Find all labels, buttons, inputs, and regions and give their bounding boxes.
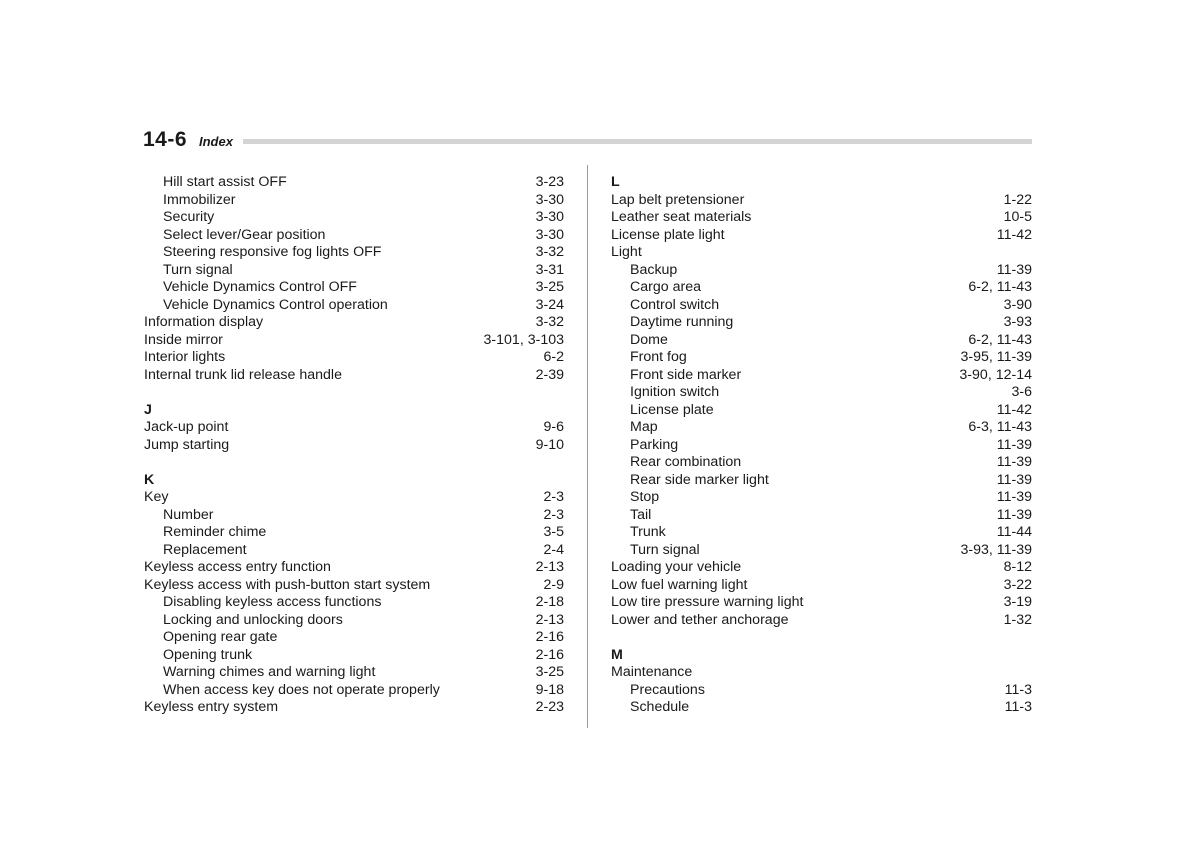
entry-term: Rear combination [630,454,742,470]
index-letter-heading: J [144,401,152,418]
page-header [143,128,1032,154]
index-subentry [144,524,564,542]
index-entry [611,664,1032,682]
index-subentry [611,489,1032,507]
entry-term: Opening rear gate [163,629,278,645]
entry-page-ref: 6-3, 11-43 [968,419,1032,435]
entry-term: Leather seat materials [611,209,752,225]
index-subentry [611,367,1032,385]
index-entry [611,244,1032,262]
entry-page-ref: 3-32 [535,244,564,260]
entry-page-ref: 3-90, 12-14 [959,366,1032,383]
entry-page-ref: 3-5 [543,524,564,540]
entry-page-ref: 3-25 [535,279,564,295]
index-entry [144,489,564,507]
entry-term: Security [163,209,215,225]
entry-page-ref: 2-3 [543,489,564,505]
entry-term: Lower and tether anchorage [611,611,789,628]
index-column-left [144,174,564,734]
entry-term: Keyless entry system [144,699,279,715]
entry-term: Dome [630,331,668,348]
entry-term: Daytime running [630,314,734,330]
entry-term: Opening trunk [163,646,253,663]
entry-term: Jack-up point [144,419,229,435]
entry-term: License plate [630,401,714,418]
entry-page-ref: 9-18 [535,681,564,698]
entry-term: Immobilizer [163,191,236,208]
entry-page-ref: 11-39 [996,454,1032,470]
index-subentry [144,279,564,297]
entry-page-ref: 3-30 [535,209,564,225]
entry-page-ref: 8-12 [1003,559,1032,575]
entry-term: Replacement [163,541,247,558]
entry-term: Loading your vehicle [611,559,742,575]
entry-page-ref: 11-39 [996,261,1032,278]
entry-term: Key [144,489,169,505]
entry-page-ref: 3-101, 3-103 [483,331,564,348]
index-subentry [144,262,564,280]
entry-term: Information display [144,314,264,330]
entry-page-ref: 2-16 [535,629,564,645]
index-group [144,472,564,717]
entry-term: Front side marker [630,366,742,383]
entry-page-ref: 11-3 [1004,699,1032,715]
entry-page-ref: 3-30 [535,226,564,243]
entry-term: Reminder chime [163,524,267,540]
entry-term: Maintenance [611,664,693,680]
entry-term: Backup [630,261,678,278]
index-subentry [611,682,1032,700]
entry-page-ref: 2-13 [535,611,564,628]
index-subentry [611,524,1032,542]
index-group [144,174,564,384]
index-entry [611,227,1032,245]
index-subentry [144,594,564,612]
index-entry [144,367,564,385]
index-entry [611,559,1032,577]
entry-term: Low tire pressure warning light [611,594,804,610]
index-subentry [144,647,564,665]
entry-page-ref: 6-2 [543,349,564,365]
entry-term: Cargo area [630,279,701,295]
entry-page-ref: 11-42 [996,401,1032,418]
entry-term: Select lever/Gear position [163,226,326,243]
entry-page-ref: 2-9 [543,576,564,593]
index-subentry [611,402,1032,420]
entry-term: Front fog [630,349,687,365]
entry-term: Parking [630,436,679,453]
entry-page-ref: 3-93, 11-39 [960,541,1032,558]
entry-page-ref: 3-6 [1011,384,1032,400]
entry-term: Vehicle Dynamics Control OFF [163,279,357,295]
index-subentry [611,454,1032,472]
entry-term: Lap belt pretensioner [611,191,745,208]
index-entry [144,314,564,332]
entry-page-ref: 1-22 [1003,191,1032,208]
entry-term: Control switch [630,296,720,313]
entry-page-ref: 3-22 [1003,576,1032,593]
entry-term: Vehicle Dynamics Control operation [163,296,388,313]
entry-page-ref: 3-19 [1003,594,1032,610]
index-letter-heading: M [611,646,623,663]
entry-page-ref: 10-5 [1003,209,1032,225]
index-entry [144,419,564,437]
entry-page-ref: 3-95, 11-39 [960,349,1032,365]
index-subentry [144,612,564,630]
entry-term: Steering responsive fog lights OFF [163,244,382,260]
entry-term: Jump starting [144,436,230,453]
entry-term: Trunk [630,524,666,540]
index-subentry [611,437,1032,455]
entry-term: Turn signal [163,261,233,278]
entry-term: Hill start assist OFF [163,174,287,190]
section-title: Index [199,134,233,149]
entry-term: Map [630,419,658,435]
entry-page-ref: 9-6 [543,419,564,435]
index-subentry [611,384,1032,402]
entry-page-ref: 2-16 [535,646,564,663]
page-number: 14-6 [143,128,188,151]
index-subentry [144,682,564,700]
index-entry [144,699,564,717]
entry-term: License plate light [611,226,725,243]
index-entry [144,559,564,577]
entry-page-ref: 2-13 [535,559,564,575]
entry-page-ref: 6-2, 11-43 [968,331,1032,348]
entry-term: Keyless access entry function [144,559,331,575]
entry-page-ref: 3-24 [535,296,564,313]
index-subentry [144,227,564,245]
index-subentry [611,349,1032,367]
entry-page-ref: 11-39 [996,436,1032,453]
index-subentry [611,262,1032,280]
entry-page-ref: 11-39 [996,506,1032,523]
entry-page-ref: 3-30 [535,191,564,208]
entry-term: Number [163,506,214,523]
index-group [611,647,1032,717]
index-letter-heading: L [611,174,620,190]
entry-page-ref: 11-39 [996,489,1032,505]
index-subentry [611,297,1032,315]
index-subentry [144,664,564,682]
entry-term: Interior lights [144,349,226,365]
entry-page-ref: 6-2, 11-43 [968,279,1032,295]
entry-page-ref: 3-32 [535,314,564,330]
entry-term: Tail [630,506,652,523]
entry-term: Inside mirror [144,331,223,348]
entry-page-ref: 3-31 [535,261,564,278]
entry-term: Turn signal [630,541,700,558]
index-group [611,174,1032,629]
index-subentry [144,629,564,647]
entry-page-ref: 3-23 [535,174,564,190]
index-column-right [611,174,1032,734]
index-entry [611,209,1032,227]
index-subentry [611,279,1032,297]
index-subentry [144,507,564,525]
entry-page-ref: 11-44 [996,524,1032,540]
index-subentry [611,472,1032,490]
index-subentry [144,542,564,560]
index-letter-heading: K [144,471,155,488]
entry-page-ref: 3-25 [535,664,564,680]
index-subentry [611,314,1032,332]
entry-term: Warning chimes and warning light [163,664,376,680]
entry-term: Locking and unlocking doors [163,611,343,628]
index-subentry [144,192,564,210]
index-subentry [611,507,1032,525]
index-entry [611,594,1032,612]
index-subentry [611,542,1032,560]
index-subentry [144,174,564,192]
entry-page-ref: 2-18 [535,594,564,610]
entry-term: When access key does not operate properly [163,681,440,698]
entry-page-ref: 2-4 [543,541,564,558]
entry-page-ref: 2-23 [535,699,564,715]
entry-page-ref: 9-10 [535,436,564,453]
entry-page-ref: 2-39 [535,366,564,383]
entry-term: Disabling keyless access functions [163,594,382,610]
entry-term: Light [611,244,642,260]
index-entry [144,437,564,455]
entry-page-ref: 3-90 [1003,296,1032,313]
index-subentry [144,244,564,262]
index-entry [144,577,564,595]
index-subentry [144,209,564,227]
index-subentry [611,699,1032,717]
entry-term: Rear side marker light [630,471,769,488]
entry-term: Stop [630,489,660,505]
entry-term: Precautions [630,681,705,698]
index-subentry [611,332,1032,350]
entry-term: Ignition switch [630,384,720,400]
index-entry [611,577,1032,595]
entry-page-ref: 11-42 [996,226,1032,243]
entry-page-ref: 1-32 [1003,611,1032,628]
index-group [144,402,564,455]
entry-term: Low fuel warning light [611,576,748,593]
column-divider [587,165,588,728]
index-subentry [144,297,564,315]
entry-page-ref: 2-3 [543,506,564,523]
entry-term: Keyless access with push-button start system [144,576,431,593]
index-subentry [611,419,1032,437]
index-entry [611,612,1032,630]
index-entry [611,192,1032,210]
index-entry [144,349,564,367]
entry-page-ref: 11-39 [996,471,1032,488]
header-rule [243,139,1032,144]
entry-page-ref: 11-3 [1004,681,1032,698]
index-entry [144,332,564,350]
entry-page-ref: 3-93 [1003,314,1032,330]
entry-term: Internal trunk lid release handle [144,366,342,383]
entry-term: Schedule [630,699,690,715]
